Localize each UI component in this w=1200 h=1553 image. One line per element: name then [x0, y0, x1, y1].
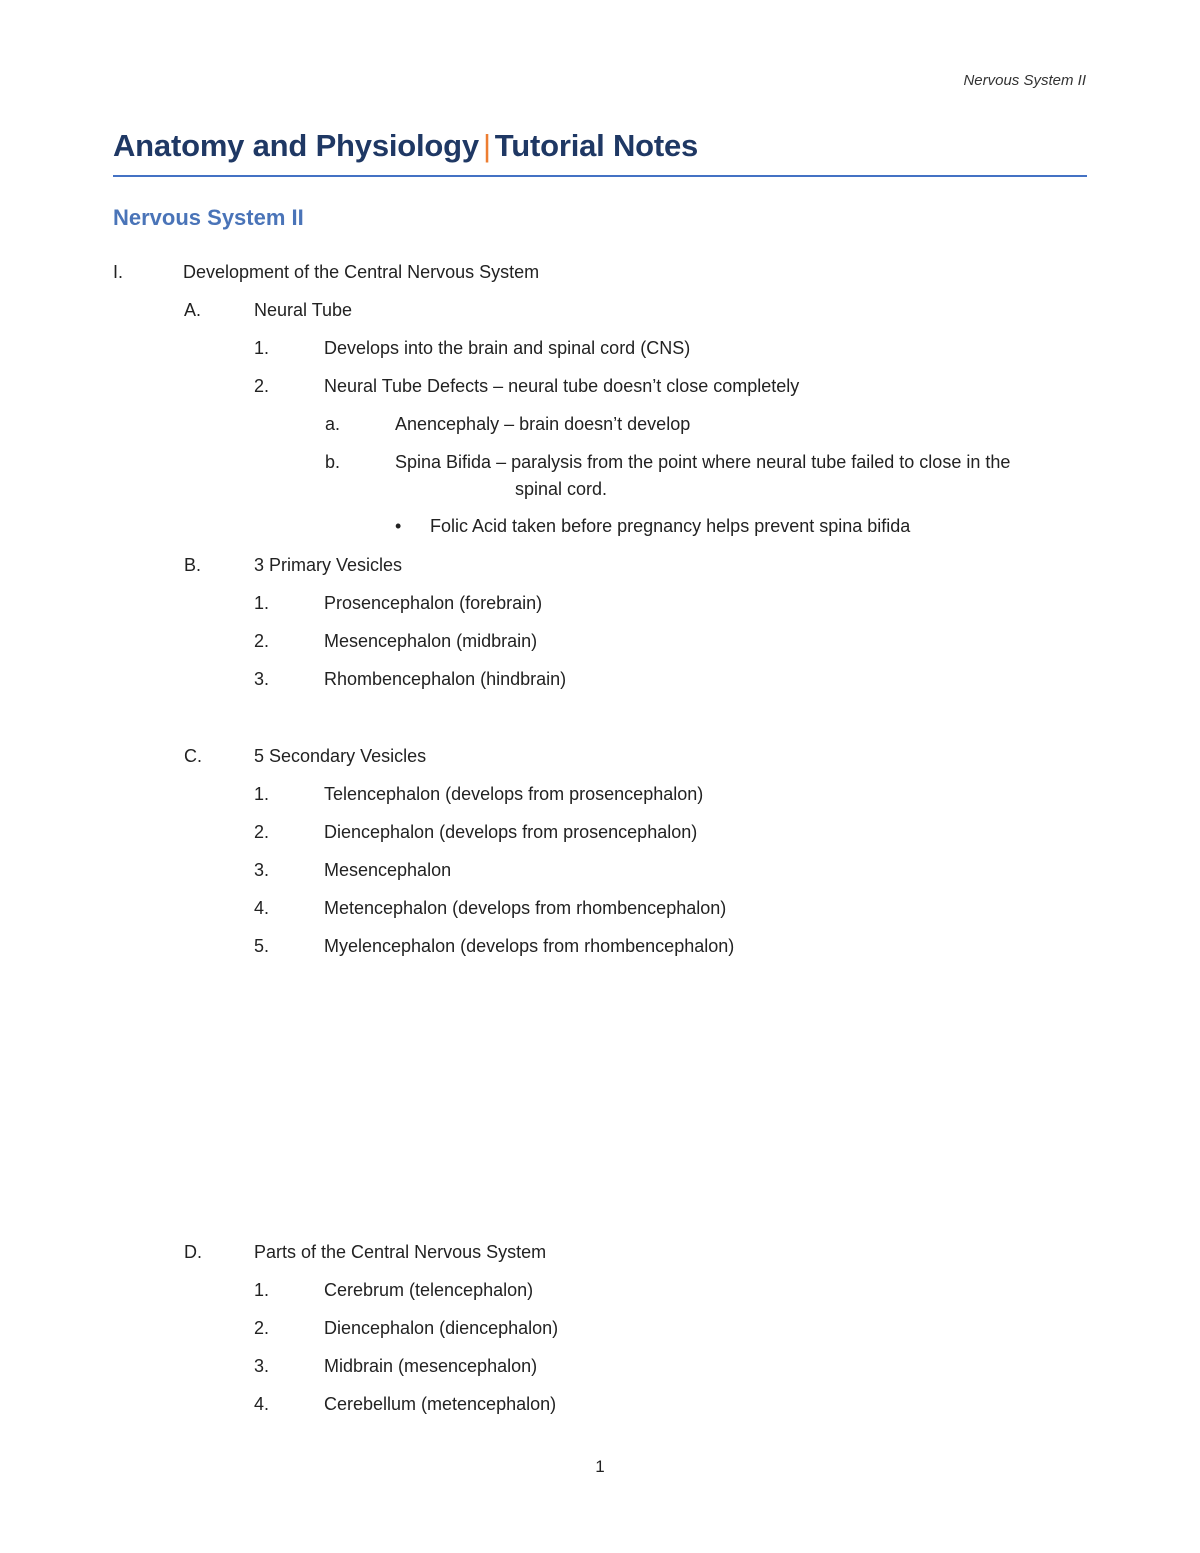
outline-text: Cerebellum (metencephalon) — [324, 1394, 557, 1414]
outline-text: Telencephalon (develops from prosencephalon) — [324, 784, 704, 804]
outline-text: Develops into the brain and spinal cord (CNS) — [324, 338, 691, 358]
outline-text: Development of the Central Nervous System — [183, 262, 540, 282]
outline-text: Diencephalon (diencephalon) — [324, 1318, 559, 1338]
outline-text: Parts of the Central Nervous System — [254, 1242, 547, 1262]
outline-marker: a. — [325, 414, 341, 434]
outline-marker: 3. — [254, 669, 270, 689]
section-heading: Nervous System II — [113, 205, 304, 230]
outline-marker: 1. — [254, 338, 270, 358]
outline-marker: 3. — [254, 860, 270, 880]
outline-text: Cerebrum (telencephalon) — [324, 1280, 534, 1300]
outline-marker: 1. — [254, 784, 270, 804]
outline-text: Folic Acid taken before pregnancy helps prevent spina bifida — [430, 516, 911, 536]
outline-marker: 4. — [254, 898, 270, 918]
bullet-icon: • — [395, 516, 402, 536]
title-underline — [113, 175, 1087, 177]
outline-marker: C. — [184, 746, 202, 766]
outline-marker: 2. — [254, 631, 270, 651]
outline-marker: I. — [113, 262, 124, 282]
outline-marker: b. — [325, 452, 341, 472]
outline-text: Spina Bifida – paralysis from the point where neural tube failed to close in the — [395, 452, 1011, 472]
outline-text: Prosencephalon (forebrain) — [324, 593, 543, 613]
outline-marker: 2. — [254, 1318, 270, 1338]
outline-marker: 4. — [254, 1394, 270, 1414]
outline-text-continuation: spinal cord. — [515, 479, 608, 499]
outline-text: Myelencephalon (develops from rhombencephalon) — [324, 936, 735, 956]
outline-text: Mesencephalon (midbrain) — [324, 631, 538, 651]
title-separator: | — [482, 128, 491, 163]
outline-text: 5 Secondary Vesicles — [254, 746, 427, 766]
outline-text: Diencephalon (develops from prosencephalon) — [324, 822, 698, 842]
outline-text: 3 Primary Vesicles — [254, 555, 403, 575]
document-title — [113, 128, 698, 164]
outline-text: Rhombencephalon (hindbrain) — [324, 669, 567, 689]
outline-marker: D. — [184, 1242, 202, 1262]
outline-text: Mesencephalon — [324, 860, 452, 880]
outline-text: Metencephalon (develops from rhombencephalon) — [324, 898, 727, 918]
outline-marker: 2. — [254, 822, 270, 842]
outline-marker: B. — [184, 555, 202, 575]
outline-marker: 2. — [254, 376, 270, 396]
page-number: 1 — [595, 1457, 605, 1476]
title-part-1: Anatomy and Physiology — [113, 128, 479, 163]
outline-marker: 1. — [254, 593, 270, 613]
outline-text: Anencephaly – brain doesn’t develop — [395, 414, 691, 434]
outline-text: Neural Tube — [254, 300, 353, 320]
outline-marker: 1. — [254, 1280, 270, 1300]
outline-text: Midbrain (mesencephalon) — [324, 1356, 538, 1376]
outline-marker: 5. — [254, 936, 270, 956]
outline-marker: A. — [184, 300, 202, 320]
outline-marker: 3. — [254, 1356, 270, 1376]
outline-text: Neural Tube Defects – neural tube doesn’t close completely — [324, 376, 800, 396]
running-header: Nervous System II — [963, 72, 1086, 89]
title-part-2: Tutorial Notes — [494, 128, 699, 163]
